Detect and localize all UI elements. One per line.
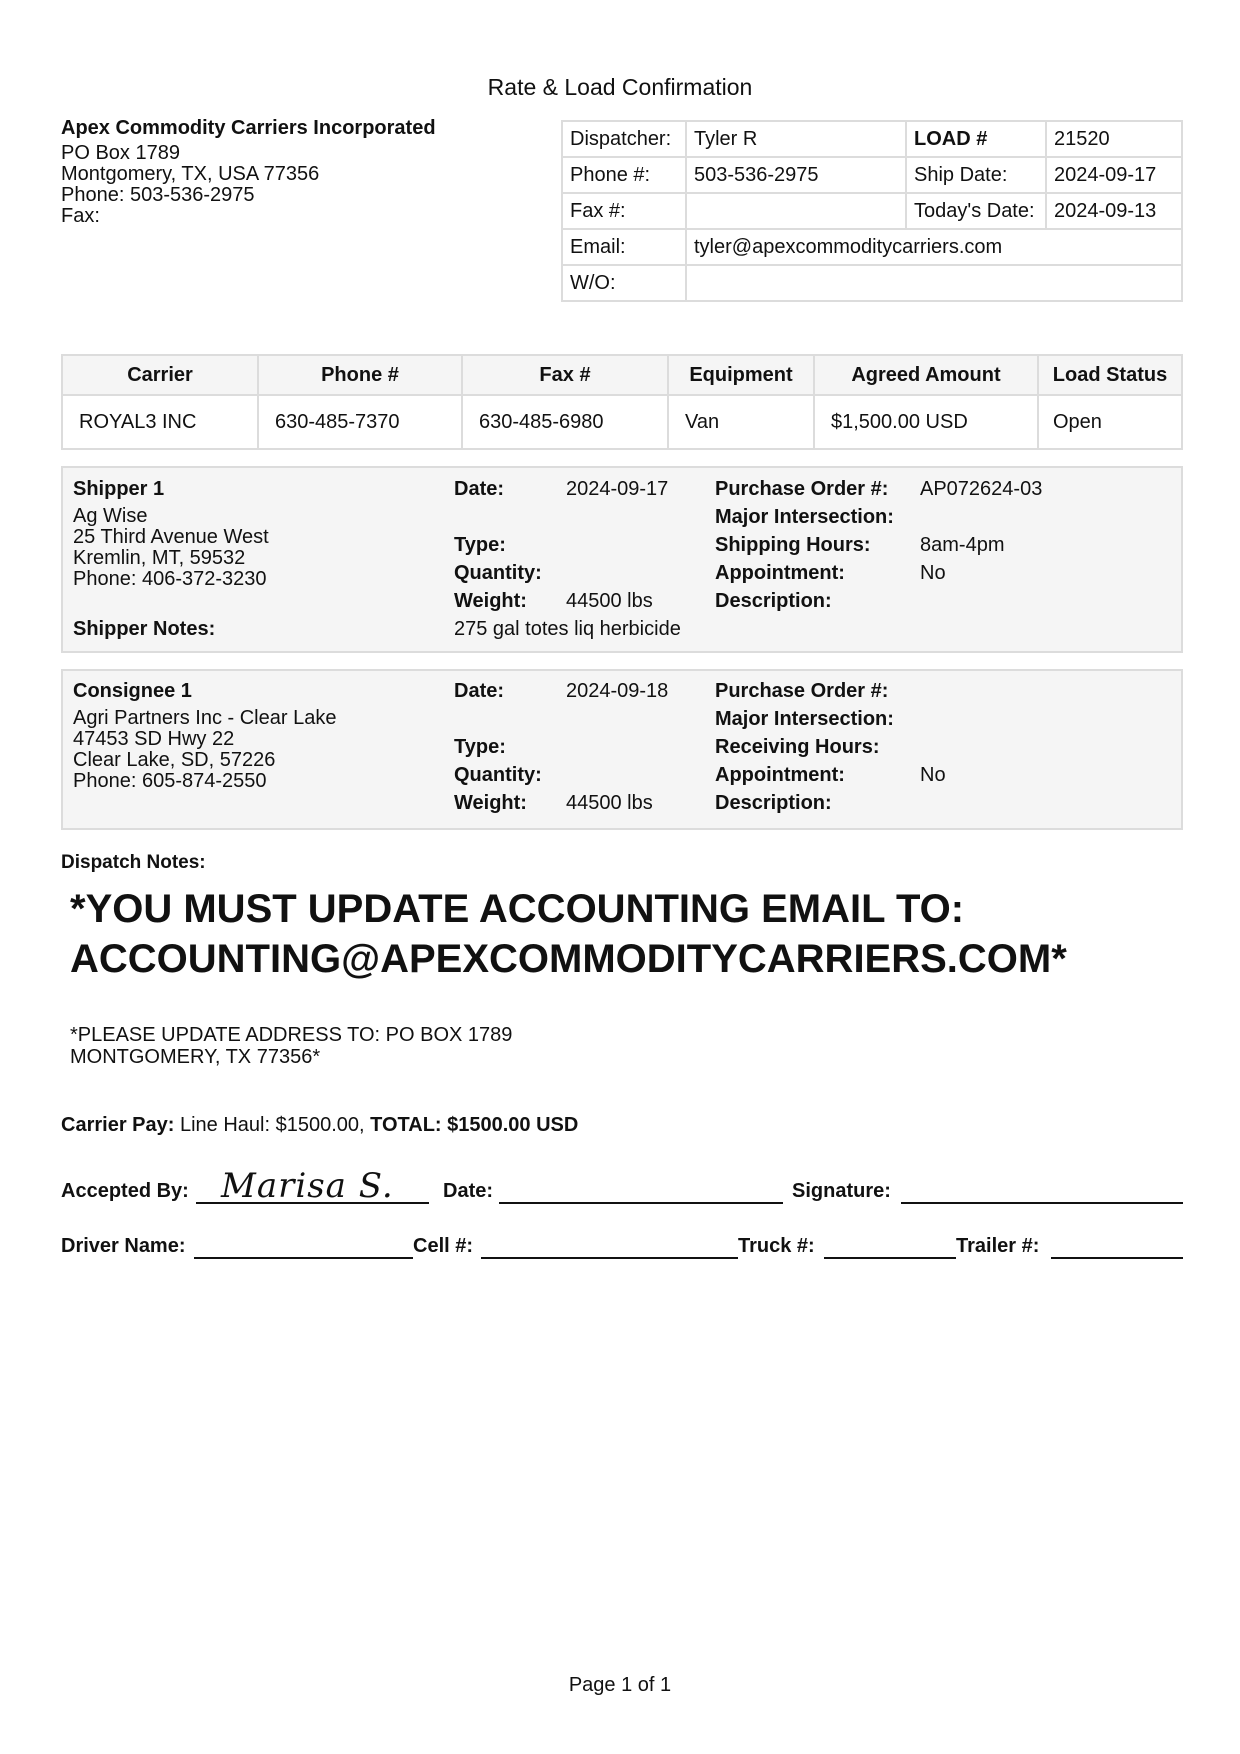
consignee-po-label: Purchase Order #: [715, 680, 889, 702]
dispatch-fax-label: Fax #: [562, 193, 686, 229]
company-phone: Phone: 503-536-2975 [61, 184, 255, 206]
dispatch-notes-label: Dispatch Notes: [61, 852, 206, 873]
shipper-date-value: 2024-09-17 [566, 478, 669, 500]
carrier-pay [61, 1114, 578, 1137]
dispatch-info-table [561, 120, 1183, 302]
agreed-amount-header: Agreed Amount [814, 355, 1038, 395]
consignee-address-line-1: 47453 SD Hwy 22 [73, 728, 235, 750]
dispatch-phone-value: 503-536-2975 [686, 157, 906, 193]
shipper-weight-label: Weight: [454, 590, 527, 612]
consignee-phone: Phone: 605-874-2550 [73, 770, 267, 792]
consignee-address-line-2: Clear Lake, SD, 57226 [73, 749, 276, 771]
trailer-label: Trailer #: [956, 1235, 1040, 1257]
carrier-fax-cell: 630-485-6980 [462, 395, 668, 449]
company-name: Apex Commodity Carriers Incorporated [61, 117, 436, 139]
shipper-date-label: Date: [454, 478, 505, 500]
dispatch-notes-address-line-2: MONTGOMERY, TX 77356* [70, 1046, 321, 1068]
dispatch-email-value: tyler@apexcommoditycarriers.com [686, 229, 1182, 265]
load-number-label: LOAD # [906, 121, 1046, 157]
consignee-appointment-label: Appointment: [715, 764, 845, 786]
table-row [62, 395, 1182, 449]
ship-date-label: Ship Date: [906, 157, 1046, 193]
carrier-header: Carrier [62, 355, 258, 395]
dispatch-phone-label: Phone #: [562, 157, 686, 193]
shipper-hours-value: 8am-4pm [920, 534, 1005, 556]
acceptance-row [61, 1166, 1183, 1210]
consignee-type-label: Type: [454, 736, 506, 758]
consignee-description-label: Description: [715, 792, 832, 814]
shipper-weight-value: 44500 lbs [566, 590, 653, 612]
accepted-by-label: Accepted By: [61, 1180, 189, 1202]
shipper-notes-label: Shipper Notes: [73, 618, 216, 640]
consignee-date-value: 2024-09-18 [566, 680, 669, 702]
shipper-appointment-label: Appointment: [715, 562, 845, 584]
shipper-hours-label: Shipping Hours: [715, 534, 871, 556]
company-address-line-1: PO Box 1789 [61, 142, 180, 164]
shipper-intersection-label: Major Intersection: [715, 506, 894, 528]
shipper-type-label: Type: [454, 534, 506, 556]
dispatch-notes-headline-line-1: *YOU MUST UPDATE ACCOUNTING EMAIL TO: [70, 887, 965, 931]
ship-date-value: 2024-09-17 [1046, 157, 1182, 193]
carrier-fax-header: Fax # [462, 355, 668, 395]
acceptance-date-label: Date: [443, 1180, 494, 1202]
truck-line[interactable] [824, 1257, 956, 1259]
carrier-phone-cell: 630-485-7370 [258, 395, 462, 449]
company-address-line-2: Montgomery, TX, USA 77356 [61, 163, 320, 185]
dispatcher-value: Tyler R [686, 121, 906, 157]
shipper-address-line-1: 25 Third Avenue West [73, 526, 269, 548]
carrier-pay-label: Carrier Pay: [61, 1114, 175, 1136]
shipper-po-value: AP072624-03 [920, 478, 1043, 500]
driver-name-line[interactable] [194, 1257, 413, 1259]
equipment-cell: Van [668, 395, 814, 449]
dispatch-email-label: Email: [562, 229, 686, 265]
consignee-hours-label: Receiving Hours: [715, 736, 880, 758]
carrier-table-header-row [62, 355, 1182, 395]
acceptance-date-line[interactable] [499, 1202, 783, 1204]
carrier-phone-header: Phone # [258, 355, 462, 395]
carrier-name-cell: ROYAL3 INC [62, 395, 258, 449]
cell-line[interactable] [481, 1257, 738, 1259]
agreed-amount-cell: $1,500.00 USD [814, 395, 1038, 449]
todays-date-value: 2024-09-13 [1046, 193, 1182, 229]
shipper-notes-value: 275 gal totes liq herbicide [454, 618, 681, 640]
carrier-pay-line-haul: Line Haul: $1500.00, [174, 1114, 371, 1136]
consignee-weight-label: Weight: [454, 792, 527, 814]
consignee-appointment-value: No [920, 764, 946, 786]
consignee-name: Agri Partners Inc - Clear Lake [73, 707, 337, 729]
consignee-box [61, 669, 1183, 830]
consignee-weight-value: 44500 lbs [566, 792, 653, 814]
todays-date-label: Today's Date: [906, 193, 1046, 229]
equipment-header: Equipment [668, 355, 814, 395]
truck-label: Truck #: [738, 1235, 815, 1257]
company-block [61, 117, 436, 227]
driver-row [61, 1235, 1183, 1265]
accepted-by-signature: Marisa S. [221, 1166, 394, 1206]
shipper-title: Shipper 1 [73, 478, 165, 500]
dispatch-fax-value [686, 193, 906, 229]
load-status-cell: Open [1038, 395, 1182, 449]
shipper-box [61, 466, 1183, 653]
work-order-label: W/O: [562, 265, 686, 301]
dispatch-notes-address [70, 1024, 512, 1068]
document-title: Rate & Load Confirmation [487, 74, 753, 100]
dispatch-notes-headline [70, 884, 1067, 984]
driver-name-label: Driver Name: [61, 1235, 186, 1257]
dispatcher-label: Dispatcher: [562, 121, 686, 157]
carrier-pay-total: TOTAL: $1500.00 USD [370, 1114, 579, 1136]
dispatch-notes-address-line-1: *PLEASE UPDATE ADDRESS TO: PO BOX 1789 [70, 1024, 513, 1046]
trailer-line[interactable] [1051, 1257, 1183, 1259]
load-number-value: 21520 [1046, 121, 1182, 157]
work-order-value [686, 265, 1182, 301]
carrier-table [61, 354, 1183, 450]
shipper-appointment-value: No [920, 562, 946, 584]
page-footer: Page 1 of 1 [568, 1674, 672, 1696]
load-status-header: Load Status [1038, 355, 1182, 395]
consignee-date-label: Date: [454, 680, 505, 702]
cell-label: Cell #: [413, 1235, 474, 1257]
shipper-name: Ag Wise [73, 505, 148, 527]
consignee-quantity-label: Quantity: [454, 764, 542, 786]
shipper-address-line-2: Kremlin, MT, 59532 [73, 547, 246, 569]
signature-line[interactable] [901, 1202, 1183, 1204]
shipper-quantity-label: Quantity: [454, 562, 542, 584]
dispatch-notes-headline-line-2: ACCOUNTING@APEXCOMMODITYCARRIERS.COM* [70, 937, 1067, 981]
shipper-phone: Phone: 406-372-3230 [73, 568, 267, 590]
consignee-title: Consignee 1 [73, 680, 192, 702]
shipper-po-label: Purchase Order #: [715, 478, 889, 500]
shipper-description-label: Description: [715, 590, 832, 612]
consignee-intersection-label: Major Intersection: [715, 708, 894, 730]
company-fax: Fax: [61, 205, 100, 227]
signature-label: Signature: [792, 1180, 891, 1202]
